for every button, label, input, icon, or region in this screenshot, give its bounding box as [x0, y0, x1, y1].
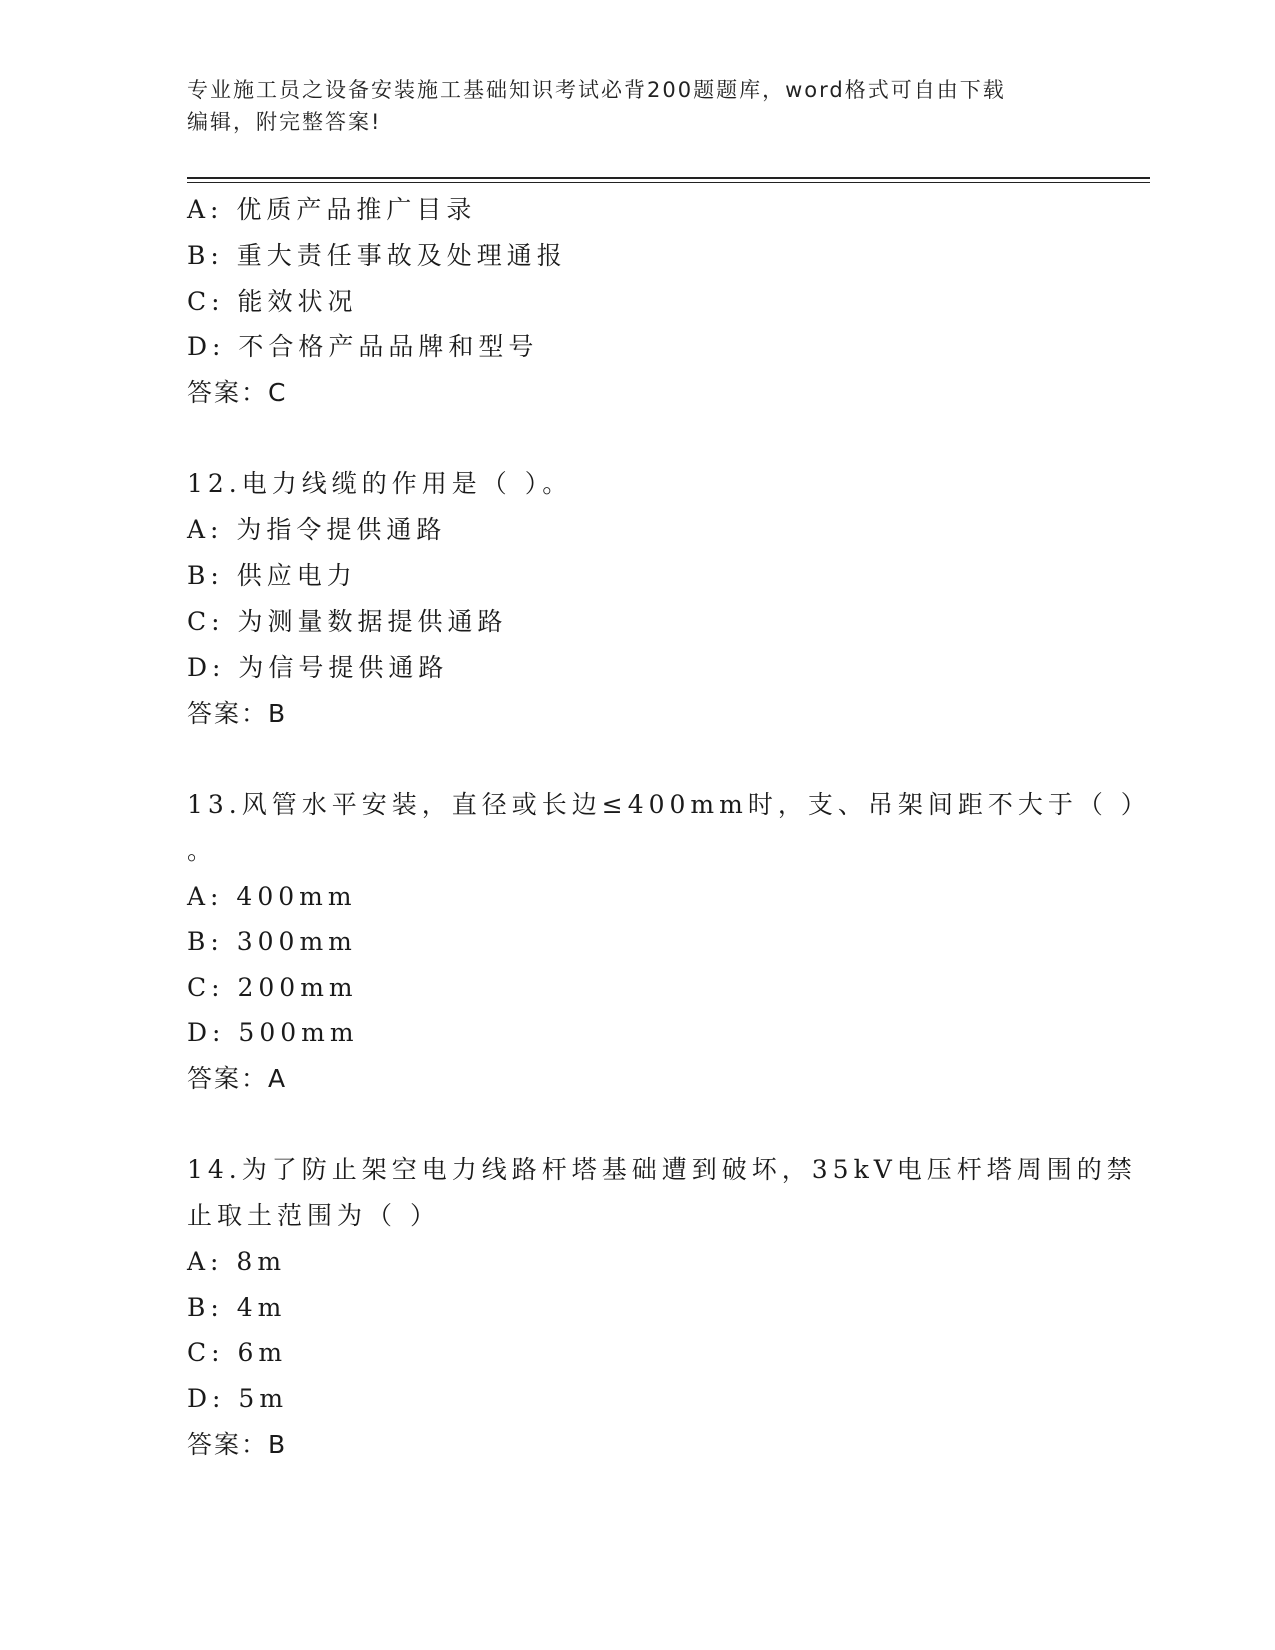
q13-option-d: D: 500mm: [187, 1018, 359, 1047]
q11-option-b: B: 重大责任事故及处理通报: [187, 241, 567, 270]
header-line-1: 专业施工员之设备安装施工基础知识考试必背200题题库，word格式可自由下载: [187, 78, 1006, 102]
q13-option-b: B: 300mm: [187, 927, 357, 956]
q11-option-a: A: 优质产品推广目录: [187, 195, 477, 224]
document-header: [187, 74, 1067, 138]
header-divider-thick: [187, 177, 1150, 179]
q11-option-d: D: 不合格产品品牌和型号: [187, 332, 539, 361]
q12-option-d: D: 为信号提供通路: [187, 653, 449, 682]
q14-option-b: B: 4m: [187, 1293, 287, 1322]
header-divider-thin: [187, 182, 1150, 183]
q14-option-a: A: 8m: [187, 1247, 287, 1276]
q13-question-cont: 。: [187, 836, 218, 865]
q13-answer: 答案：A: [187, 1064, 288, 1093]
q12-option-b: B: 供应电力: [187, 561, 357, 590]
q12-option-c: C: 为测量数据提供通路: [187, 607, 508, 636]
q13-option-a: A: 400mm: [187, 882, 357, 911]
header-line-2: 编辑，附完整答案!: [187, 110, 382, 134]
q11-answer: 答案：C: [187, 378, 288, 407]
q14-question-cont: 止取土范围为（ ）: [187, 1201, 440, 1230]
q12-question: 12.电力线缆的作用是（ ）。: [187, 469, 573, 498]
q14-option-d: D: 5m: [187, 1384, 289, 1413]
q12-option-a: A: 为指令提供通路: [187, 515, 447, 544]
q13-question: 13.风管水平安装，直径或长边≤400mm时，支、吊架间距不大于（ ）: [187, 790, 1151, 819]
q14-question: 14.为了防止架空电力线路杆塔基础遭到破坏，35kV电压杆塔周围的禁: [187, 1155, 1137, 1184]
q11-option-c: C: 能效状况: [187, 287, 358, 316]
q14-option-c: C: 6m: [187, 1338, 288, 1367]
q14-answer: 答案：B: [187, 1430, 288, 1459]
q12-answer: 答案：B: [187, 699, 288, 728]
q13-option-c: C: 200mm: [187, 973, 358, 1002]
